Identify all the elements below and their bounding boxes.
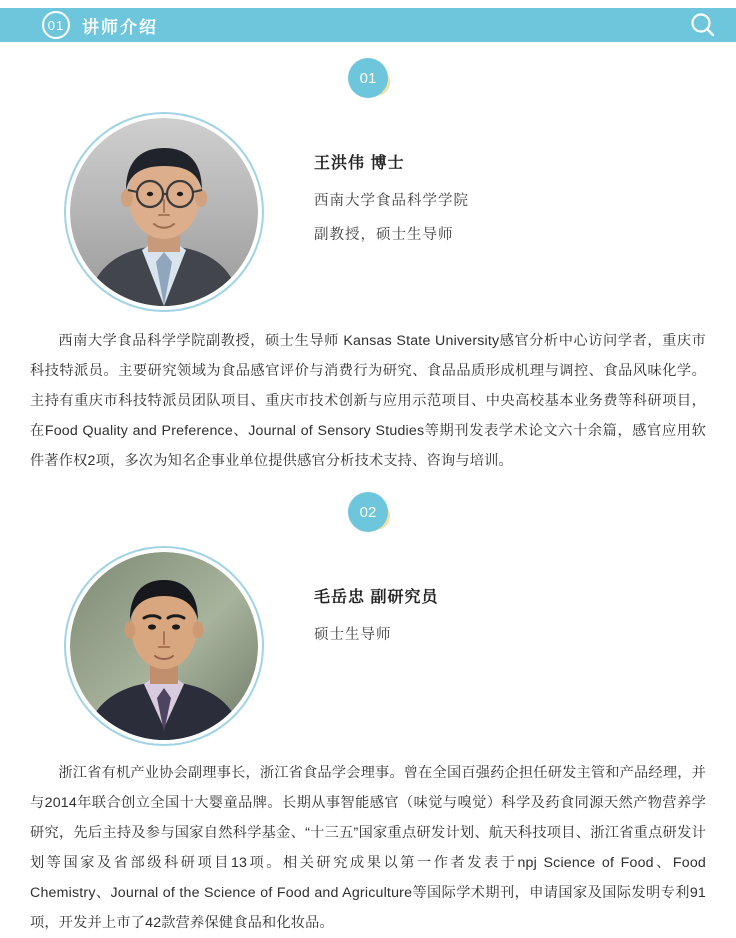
speaker-1-number-badge: 01 <box>348 58 388 98</box>
search-icon[interactable] <box>688 10 718 40</box>
speaker-2-avatar-ring <box>64 546 264 746</box>
speaker-2-block <box>0 538 736 746</box>
speaker-1-position: 副教授，硕士生导师 <box>314 227 454 243</box>
speaker-2-number-badge: 02 <box>348 492 388 532</box>
section-number-badge: 01 <box>42 11 70 39</box>
avatar <box>70 552 258 740</box>
speaker-1-affiliation: 西南大学食品科学学院 <box>314 193 469 209</box>
avatar <box>70 118 258 306</box>
page-title: 讲师介绍 <box>82 17 158 37</box>
speaker-1-name: 王洪伟 博士 <box>314 155 405 172</box>
speaker-1-badge-wrap <box>0 58 736 104</box>
speaker-1-avatar-ring <box>64 112 264 312</box>
speaker-2-meta <box>314 546 438 657</box>
section-header-bar <box>0 8 736 42</box>
speaker-2-bio: 浙江省有机产业协会副理事长，浙江省食品学会理事。曾在全国百强药企担任研发主管和产品经理，并与2014年联合创立全国十大婴童品牌。长期从事智能感官（味觉与嗅觉）科学及药食同源天然产物营养学研究，先后主持及参与国家自然科学基金、“十三五”国家重点研发计划、航天科技项目、浙江省重点研发计划等国家及省部级科研项目13项。相关研究成果以第一作者发表于npj Science of Food、Food Chemistry、Journal of the Science of Food and Agriculture等国际学术期刊，申请国家及国际发明专利91项，开发并上市了42款营养保健食品和化妆品。 <box>30 765 706 931</box>
speaker-1-bio: 西南大学食品科学学院副教授，硕士生导师 Kansas State University感官分析中心访问学者，重庆市科技特派员。主要研究领域为食品感官评价与消费行为研究、食品品质形成机理与调控、食品风味化学。主持有重庆市科技特派员团队项目、重庆市技术创新与应用示范项目、中央高校基本业务费等科研项目，在Food Quality and Preference、Journal of Sensory Studies等期刊发表学术论文六十余篇，感官应用软件著作权2项，多次为知名企事业单位提供感官分析技术支持、咨询与培训。 <box>30 333 706 469</box>
speaker-2-name: 毛岳忠 副研究员 <box>314 589 439 606</box>
speaker-2-badge-wrap <box>0 492 736 538</box>
speaker-2-affiliation: 硕士生导师 <box>314 627 392 643</box>
speaker-1-block <box>0 104 736 312</box>
speaker-1-meta <box>314 112 469 257</box>
